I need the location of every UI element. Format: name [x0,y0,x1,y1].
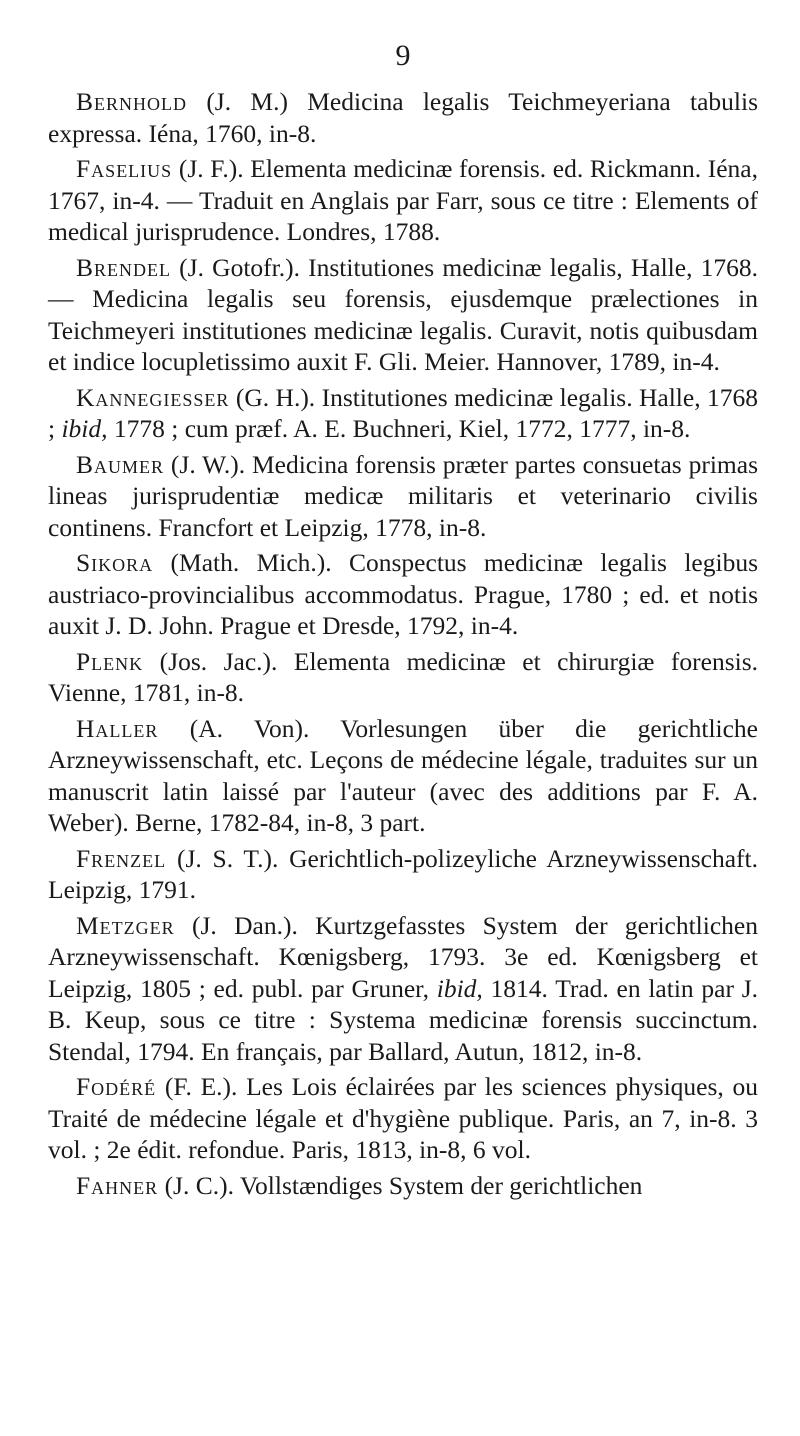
entry-text: (J. S. T.). Gerichtlich-polizeyliche Arzneywissenschaft. Leipzig, 1791. [48,843,758,904]
bibliography-entry-frenzel [48,843,758,906]
bibliography-entry-haller [48,713,758,839]
entry-text: (A. Von). Vorlesungen über die gerichtliche Arzneywissenschaft, etc. Leçons de médecine légale, traduites sur un manuscrit latin laissé par l'auteur (avec des additions par F. A. Weber). Berne, 1782-84, in-8, 3 part. [48,713,758,837]
entry-text: (F. E.). Les Lois éclairées par les sciences physiques, ou Traité de médecine légale et d'hygiène publique. Paris, an 7, in-8. 3 vol. ; 2e édit. refondue. Paris, 1813, in-8, 6 vol. [48,1072,758,1164]
author-name: Bernhold [76,87,188,116]
author-name: Frenzel [76,843,167,873]
entry-text: (G. H.). Institutiones medicinæ legalis. Halle, 1768 ; [48,382,758,443]
author-name: Haller [76,713,159,743]
bibliography-entry-metzger [48,910,758,1068]
entry-text: (J. Gotofr.). Institutiones medicinæ legalis, Halle, 1768. — Medicina legalis seu forensis, ejusdemque prælectiones in Teichmeyeri institutiones medicinæ legalis. Curavit, notis quibusdam et indice locupletissimo auxit F. Gli. Meier. Hannover, 1789, in-4. [48,252,758,376]
bibliography-entry-faselius [48,153,758,248]
bibliography-entry-brendel [48,252,758,378]
author-name: Kannegiesser [76,382,230,412]
author-name: Metzger [76,910,175,940]
author-name: Plenk [76,646,144,676]
page-number: 9 [395,39,411,72]
entry-text-italic: ibid, [61,414,108,443]
entry-text: (J. M.) Medicina legalis Teichmeyeriana tabulis expressa. Iéna, 1760, in-8. [48,87,758,148]
author-name: Fodéré [76,1072,157,1101]
author-name: Faselius [76,154,173,183]
entry-text: 1778 ; cum præf. A. E. Buchneri, Kiel, 1772, 1777, in-8. [107,414,691,443]
author-name: Sikora [76,548,154,577]
author-name: Fahner [76,1170,159,1200]
bibliography-entry-bernhold [48,86,758,149]
bibliography-entry-fahner [48,1170,758,1202]
bibliography-entry-plenk [48,646,758,709]
entry-text: (Jos. Jac.). Elementa medicinæ et chirurgiæ forensis. Vienne, 1781, in-8. [48,646,758,707]
entry-text-italic: ibid, [436,973,483,1003]
entry-text: (J. F.). Elementa medicinæ forensis. ed. Rickmann. Iéna, 1767, in-4. — Traduit en Anglais par Farr, sous ce titre : Elements of medical jurisprudence. Londres, 1788. [48,154,758,246]
entry-text: (J. W.). Medicina forensis præter partes consuetas primas lineas jurisprudentiæ medicæ militaris et veterinario civilis continens. Francfort et Leipzig, 1778, in-8. [48,449,758,542]
entry-text: (Math. Mich.). Conspectus medicinæ legalis legibus austriaco-provincialibus accommodatus. Prague, 1780 ; ed. et notis auxit J. D. John. Prague et Dresde, 1792, in-4. [48,548,758,640]
bibliography-entry-baumer [48,449,758,544]
author-name: Brendel [76,252,171,282]
author-name: Baumer [76,449,165,479]
entry-text: 1814. Trad. en latin par J. B. Keup, sous ce titre : Systema medicinæ forensis succinctum. Stendal, 1794. En français, par Ballard, Autun, 1812, in-8. [48,973,758,1066]
entry-text: (J. Dan.). Kurtzgefasstes System der gerichtlichen Arzneywissenschaft. Kœnigsberg, 1793. 3e ed. Kœnigsberg et Leipzig, 1805 ; ed. publ. par Gruner, [48,910,758,1003]
bibliography-list [48,86,758,1201]
bibliography-entry-fodere [48,1071,758,1166]
entry-text: (J. C.). Vollstændiges System der gerichtlichen [158,1170,643,1200]
bibliography-entry-sikora [48,547,758,642]
bibliography-entry-kannegiesser [48,382,758,445]
